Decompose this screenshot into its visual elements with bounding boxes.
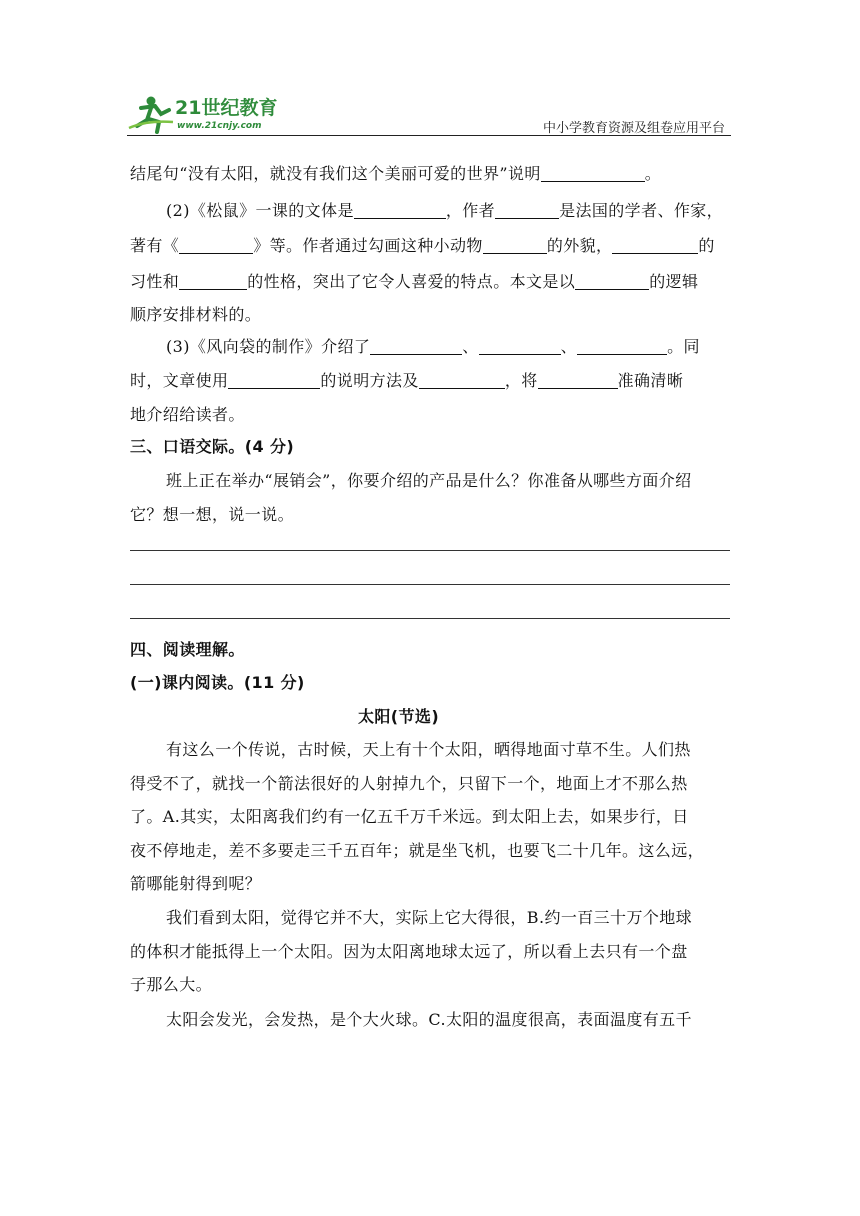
page-header xyxy=(127,92,731,136)
section-3-prompt-line-2: 它？想一想，说一说。 xyxy=(130,505,295,524)
q2-line-3: 习性和 的性格，突出了它令人喜爱的特点。本文是以 的逻辑 xyxy=(130,272,699,291)
passage-line: 了。A.其实，太阳离我们约有一亿五千万千米远。到太阳上去，如果步行，日 xyxy=(130,807,689,826)
q3-line-3: 地介绍给读者。 xyxy=(130,405,245,424)
21cnjy-logo xyxy=(127,92,297,134)
answer-blank[interactable] xyxy=(370,338,462,355)
answer-line[interactable] xyxy=(130,618,730,619)
answer-line[interactable] xyxy=(130,550,730,551)
passage-line: 的体积才能抵得上一个太阳。因为太阳离地球太远了，所以看上去只有一个盘 xyxy=(130,942,688,961)
answer-blank[interactable] xyxy=(495,202,559,219)
passage-line: 夜不停地走，差不多要走三千五百年；就是坐飞机，也要飞二十几年。这么远， xyxy=(130,841,705,860)
passage-title: 太阳(节选) xyxy=(358,707,440,726)
passage-line: 有这么一个传说，古时候，天上有十个太阳，晒得地面寸草不生。人们热 xyxy=(166,740,691,759)
answer-blank[interactable] xyxy=(612,237,698,254)
answer-blank[interactable] xyxy=(179,273,247,290)
site-name: 中小学教育资源及组卷应用平台 xyxy=(542,121,725,136)
q2-line-2: 著有《 》等。作者通过勾画这种小动物 的外貌， 的 xyxy=(130,236,715,255)
q2-line-1: (2)《松鼠》一课的文体是 ，作者 是法国的学者、作家， xyxy=(166,201,724,220)
q2-line-4: 顺序安排材料的。 xyxy=(130,305,262,324)
svg-text:www.21cnjy.com: www.21cnjy.com xyxy=(177,121,262,131)
answer-blank[interactable] xyxy=(354,202,446,219)
answer-blank[interactable] xyxy=(538,372,618,389)
passage-line: 我们看到太阳，觉得它并不大，实际上它大得很，B.约一百三十万个地球 xyxy=(166,908,693,927)
answer-blank[interactable] xyxy=(419,372,505,389)
answer-line[interactable] xyxy=(130,584,730,585)
answer-blank[interactable] xyxy=(577,338,667,355)
passage-line: 太阳会发光，会发热，是个大火球。C.太阳的温度很高，表面温度有五千 xyxy=(166,1010,692,1029)
svg-text:21世纪教育: 21世纪教育 xyxy=(175,97,278,119)
passage-line: 子那么大。 xyxy=(130,975,213,994)
running-man-icon xyxy=(129,97,173,133)
section-4-heading: 四、阅读理解。 xyxy=(130,640,245,659)
answer-blank[interactable] xyxy=(479,338,561,355)
answer-blank[interactable] xyxy=(483,237,547,254)
passage-line: 箭哪能射得到呢？ xyxy=(130,874,262,893)
q3-line-2: 时，文章使用 的说明方法及 ，将 准确清晰 xyxy=(130,371,684,390)
header-rule xyxy=(127,135,731,136)
section-3-prompt-line-1: 班上正在举办“展销会”，你要介绍的产品是什么？你准备从哪些方面介绍 xyxy=(166,471,692,490)
passage-line: 得受不了，就找一个箭法很好的人射掉九个，只留下一个，地面上才不那么热 xyxy=(130,774,688,793)
answer-blank[interactable] xyxy=(179,237,253,254)
q1-tail-line: 结尾句“没有太阳，就没有我们这个美丽可爱的世界”说明 。 xyxy=(130,164,662,183)
answer-blank[interactable] xyxy=(575,273,649,290)
answer-blank[interactable] xyxy=(228,372,320,389)
section-3-heading: 三、口语交际。(4 分) xyxy=(130,437,295,456)
answer-blank[interactable] xyxy=(541,165,645,182)
q3-line-1: (3)《风向袋的制作》介绍了 、 、 。同 xyxy=(166,337,700,356)
section-4-subheading: (一)课内阅读。(11 分) xyxy=(130,673,305,692)
